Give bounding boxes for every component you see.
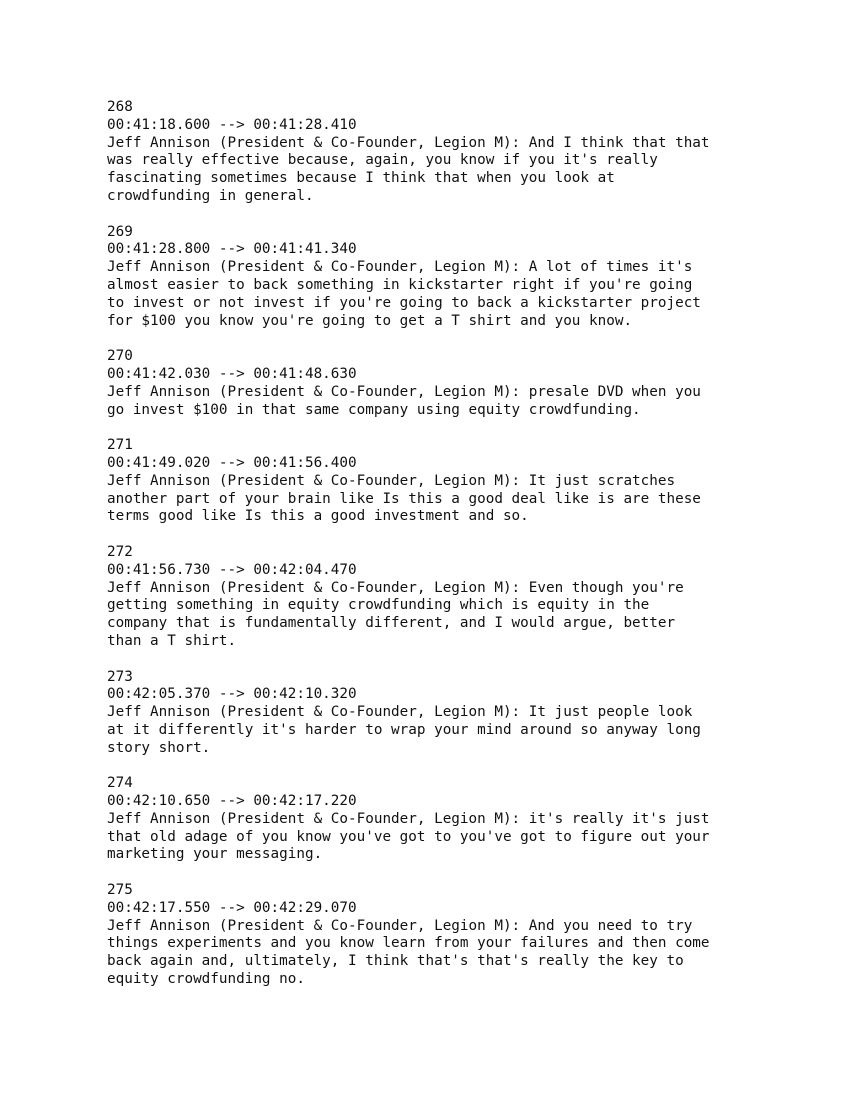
caption-entry xyxy=(107,669,787,758)
caption-entry xyxy=(107,882,787,989)
caption-index: 269 xyxy=(107,223,133,240)
caption-text-line: go invest $100 in that same company using equity crowdfunding. xyxy=(107,401,641,418)
caption-entry xyxy=(107,224,787,331)
transcript-page xyxy=(107,99,787,1007)
caption-text-line: Jeff Annison (President & Co-Founder, Legion M): And you need to try xyxy=(107,917,693,934)
caption-index: 272 xyxy=(107,543,133,560)
caption-timestamp: 00:41:56.730 --> 00:42:04.470 xyxy=(107,561,357,578)
caption-entry xyxy=(107,348,787,419)
caption-text-line: Jeff Annison (President & Co-Founder, Legion M): Even though you're xyxy=(107,579,684,596)
caption-text-line: fascinating sometimes because I think that when you look at xyxy=(107,170,615,187)
caption-text-line: crowdfunding in general. xyxy=(107,187,314,204)
caption-index: 271 xyxy=(107,437,133,454)
caption-text-line: back again and, ultimately, I think that's that's really the key to xyxy=(107,953,684,970)
caption-text-line: that old adage of you know you've got to you've got to figure out your xyxy=(107,828,710,845)
caption-timestamp: 00:41:42.030 --> 00:41:48.630 xyxy=(107,365,357,382)
caption-text-line: terms good like Is this a good investment and so. xyxy=(107,508,529,525)
caption-text-line: another part of your brain like Is this a good deal like is are these xyxy=(107,490,701,507)
caption-text-line: for $100 you know you're going to get a T shirt and you know. xyxy=(107,312,633,329)
caption-text-line: Jeff Annison (President & Co-Founder, Legion M): it's really it's just xyxy=(107,810,710,827)
caption-timestamp: 00:42:05.370 --> 00:42:10.320 xyxy=(107,686,357,703)
caption-timestamp: 00:42:17.550 --> 00:42:29.070 xyxy=(107,899,357,916)
caption-timestamp: 00:41:49.020 --> 00:41:56.400 xyxy=(107,454,357,471)
caption-timestamp: 00:41:28.800 --> 00:41:41.340 xyxy=(107,241,357,258)
caption-text-line: was really effective because, again, you know if you it's really xyxy=(107,152,658,169)
caption-index: 273 xyxy=(107,668,133,685)
caption-text-line: Jeff Annison (President & Co-Founder, Legion M): presale DVD when you xyxy=(107,383,701,400)
caption-timestamp: 00:41:18.600 --> 00:41:28.410 xyxy=(107,116,357,133)
caption-text-line: at it differently it's harder to wrap your mind around so anyway long xyxy=(107,721,701,738)
caption-entry xyxy=(107,775,787,864)
caption-text-line: almost easier to back something in kickstarter right if you're going xyxy=(107,276,693,293)
caption-text-line: story short. xyxy=(107,739,211,756)
caption-text-line: Jeff Annison (President & Co-Founder, Legion M): It just people look xyxy=(107,704,693,721)
caption-index: 274 xyxy=(107,775,133,792)
caption-entry xyxy=(107,544,787,651)
caption-text-line: getting something in equity crowdfunding which is equity in the xyxy=(107,597,650,614)
caption-entry xyxy=(107,99,787,206)
caption-text-line: things experiments and you know learn from your failures and then come xyxy=(107,935,710,952)
caption-text-line: company that is fundamentally different, and I would argue, better xyxy=(107,615,676,632)
caption-text-line: marketing your messaging. xyxy=(107,846,323,863)
caption-text-line: to invest or not invest if you're going to back a kickstarter project xyxy=(107,294,701,311)
caption-index: 275 xyxy=(107,882,133,899)
caption-text-line: Jeff Annison (President & Co-Founder, Legion M): It just scratches xyxy=(107,472,676,489)
caption-entry xyxy=(107,437,787,526)
caption-text-line: than a T shirt. xyxy=(107,632,237,649)
caption-index: 270 xyxy=(107,348,133,365)
caption-text-line: equity crowdfunding no. xyxy=(107,971,305,988)
caption-text-line: Jeff Annison (President & Co-Founder, Legion M): And I think that that xyxy=(107,134,710,151)
caption-timestamp: 00:42:10.650 --> 00:42:17.220 xyxy=(107,793,357,810)
caption-text-line: Jeff Annison (President & Co-Founder, Legion M): A lot of times it's xyxy=(107,259,693,276)
caption-index: 268 xyxy=(107,99,133,115)
